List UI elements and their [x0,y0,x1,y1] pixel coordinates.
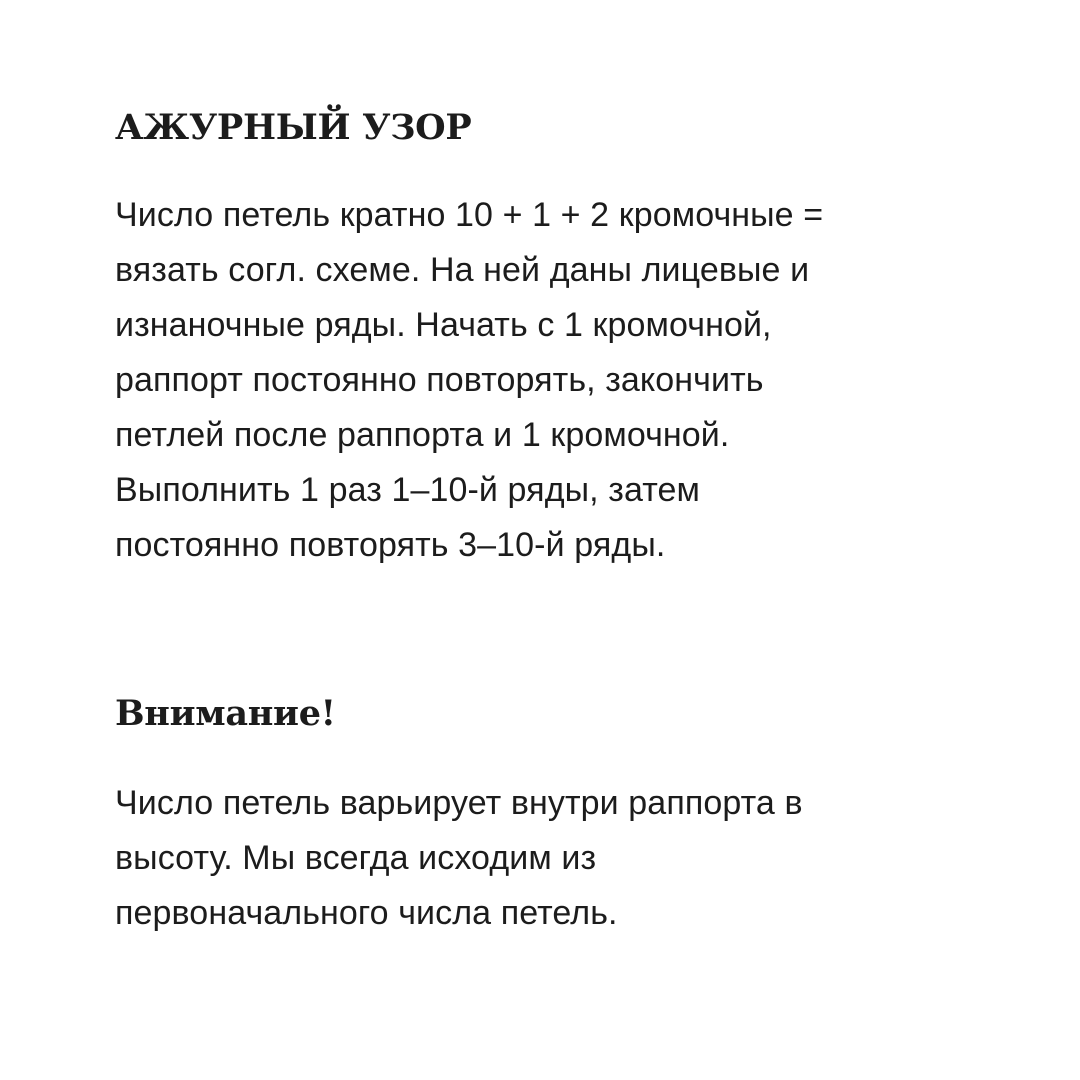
note-line: высоту. Мы всегда исходим из [115,839,597,877]
instruction-line: изнаночные ряды. Начать с 1 кромочной, [115,306,772,344]
instruction-line: Выполнить 1 раз 1–10-й ряды, затем [115,471,700,509]
instruction-line: Число петель кратно 10 + 1 + 2 кромочные = [115,196,824,234]
note-line: Число петель варьирует внутри раппорта в [115,784,803,822]
instruction-line: постоянно повторять 3–10-й ряды. [115,526,666,564]
instruction-line: раппорт постоянно повторять, закончить [115,361,764,399]
note-line: первоначального числа петель. [115,894,618,932]
openwork-pattern-heading: АЖУРНЫЙ УЗОР [115,107,472,148]
instruction-line: вязать согл. схеме. На ней даны лицевые и [115,251,810,289]
instruction-line: петлей после раппорта и 1 кромочной. [115,416,730,454]
attention-note [115,776,1015,941]
attention-heading: Внимание! [115,693,336,734]
pattern-instructions [115,188,1015,573]
